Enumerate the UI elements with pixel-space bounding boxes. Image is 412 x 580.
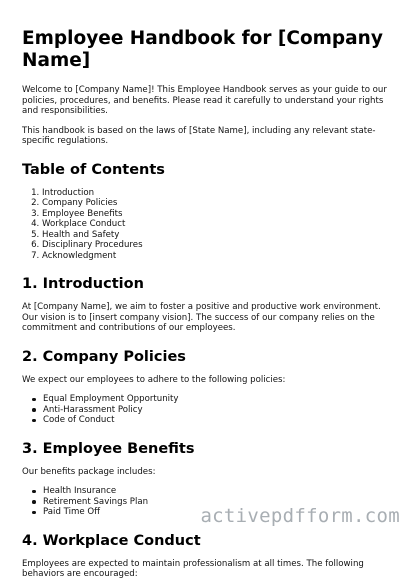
policies-list [22, 394, 394, 426]
document-title: Employee Handbook for [Company Name] [22, 28, 383, 71]
toc-item: 1. Introduction [42, 188, 394, 199]
policy-list-item: Anti-Harassment Policy [43, 405, 394, 416]
toc-list [22, 188, 394, 262]
toc-item: 5. Health and Safety [42, 230, 394, 241]
benefit-list-item: Paid Time Off [43, 507, 394, 518]
section-conduct-text: Employees are expected to maintain professionalism at all times. The following behaviors are encouraged: [22, 558, 364, 579]
toc-item: 3. Employee Benefits [42, 209, 394, 220]
section-introduction-text: At [Company Name], we aim to foster a positive and productive work environment. Our vision is to [insert company vision]. The success of our company relies on the commitment and contributions of our employees. [22, 302, 381, 333]
benefit-list-item: Retirement Savings Plan [43, 497, 394, 508]
section-benefits-text: Our benefits package includes: [22, 466, 156, 477]
benefit-list-item: Health Insurance [43, 486, 394, 497]
toc-heading: Table of Contents [22, 161, 165, 178]
intro-laws-paragraph: This handbook is based on the laws of [State Name], including any relevant state-specific regulations. [22, 125, 376, 146]
section-introduction-heading: 1. Introduction [22, 276, 144, 292]
policy-list-item: Code of Conduct [43, 415, 394, 426]
toc-item: 4. Workplace Conduct [42, 219, 394, 230]
section-benefits-heading: 3. Employee Benefits [22, 440, 195, 457]
watermark-text: activepdfform.com [200, 505, 400, 527]
toc-item: 7. Acknowledgment [42, 251, 394, 262]
intro-welcome-paragraph: Welcome to [Company Name]! This Employee Handbook serves as your guide to our policies, procedures, and benefits. Please read it carefully to understand your rights and responsibilities. [22, 85, 387, 116]
section-conduct-heading: 4. Workplace Conduct [22, 532, 201, 549]
toc-item: 6. Disciplinary Procedures [42, 240, 394, 251]
toc-item: 2. Company Policies [42, 198, 394, 209]
document-page [22, 28, 394, 580]
section-policies-heading: 2. Company Policies [22, 348, 186, 365]
policy-list-item: Equal Employment Opportunity [43, 394, 394, 405]
section-policies-text: We expect our employees to adhere to the following policies: [22, 374, 286, 385]
